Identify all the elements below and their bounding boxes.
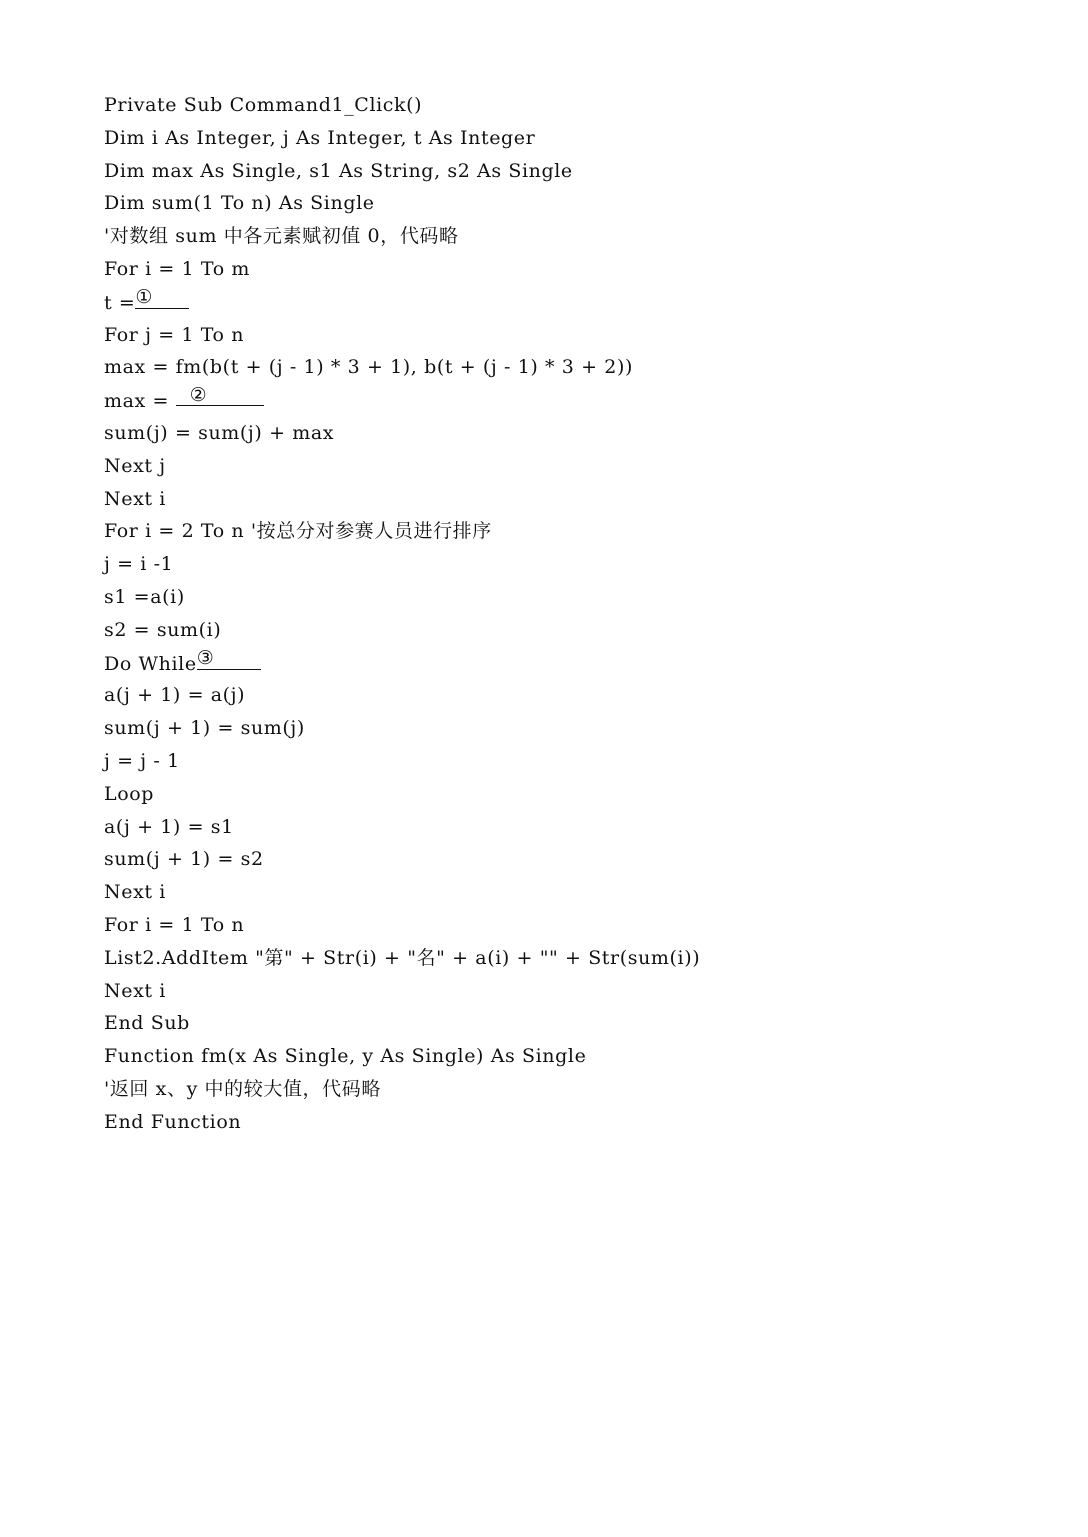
code-line-with-blank-3	[104, 647, 700, 680]
fill-in-blank-3: ③	[197, 647, 261, 670]
code-line: j = i -1	[104, 553, 174, 576]
code-line: max = fm(b(t + (j - 1) * 3 + 1), b(t + (j - 1) * 3 + 2))	[104, 356, 633, 379]
code-line-with-blank-2	[104, 384, 700, 417]
code-line: sum(j) = sum(j) + max	[104, 421, 335, 444]
code-line: Loop	[104, 782, 155, 805]
code-line: Dim max As Single, s1 As String, s2 As Single	[104, 159, 573, 182]
vb-code-listing	[104, 89, 700, 1139]
code-text: Do While	[104, 652, 197, 675]
code-line: s2 = sum(i)	[104, 618, 222, 641]
code-line: sum(j + 1) = s2	[104, 848, 264, 871]
code-line: Next i	[104, 487, 166, 510]
code-line: For i = 2 To n '按总分对参赛人员进行排序	[104, 520, 492, 543]
code-text: max =	[104, 390, 176, 413]
comment-line: '返回 x、y 中的较大值，代码略	[104, 1077, 381, 1100]
code-line: For i = 1 To n	[104, 913, 245, 936]
code-line: For i = 1 To m	[104, 257, 251, 280]
code-line: List2.AddItem "第" + Str(i) + "名" + a(i) + "" + Str(sum(i))	[104, 946, 701, 969]
code-line: Next i	[104, 881, 166, 904]
code-line: Next j	[104, 454, 166, 477]
code-line-with-blank-1	[104, 286, 700, 319]
code-line: Next i	[104, 979, 166, 1002]
code-line: Private Sub Command1_Click()	[104, 94, 423, 116]
code-line: Dim i As Integer, j As Integer, t As Integer	[104, 126, 536, 149]
code-line: a(j + 1) = s1	[104, 815, 234, 838]
fill-in-blank-1: ①	[135, 286, 189, 309]
code-line: End Sub	[104, 1012, 190, 1035]
fill-in-blank-2: ②	[176, 384, 264, 406]
code-line: sum(j + 1) = sum(j)	[104, 717, 305, 740]
code-line: j = j - 1	[104, 749, 180, 772]
code-line: Dim sum(1 To n) As Single	[104, 192, 375, 215]
comment-line: '对数组 sum 中各元素赋初值 0，代码略	[104, 225, 459, 248]
code-line: Function fm(x As Single, y As Single) As Single	[104, 1045, 587, 1068]
code-text: t =	[104, 291, 136, 314]
code-line: s1 =a(i)	[104, 585, 185, 608]
code-line: For j = 1 To n	[104, 323, 245, 346]
code-line: End Function	[104, 1110, 242, 1133]
code-line: a(j + 1) = a(j)	[104, 684, 246, 707]
